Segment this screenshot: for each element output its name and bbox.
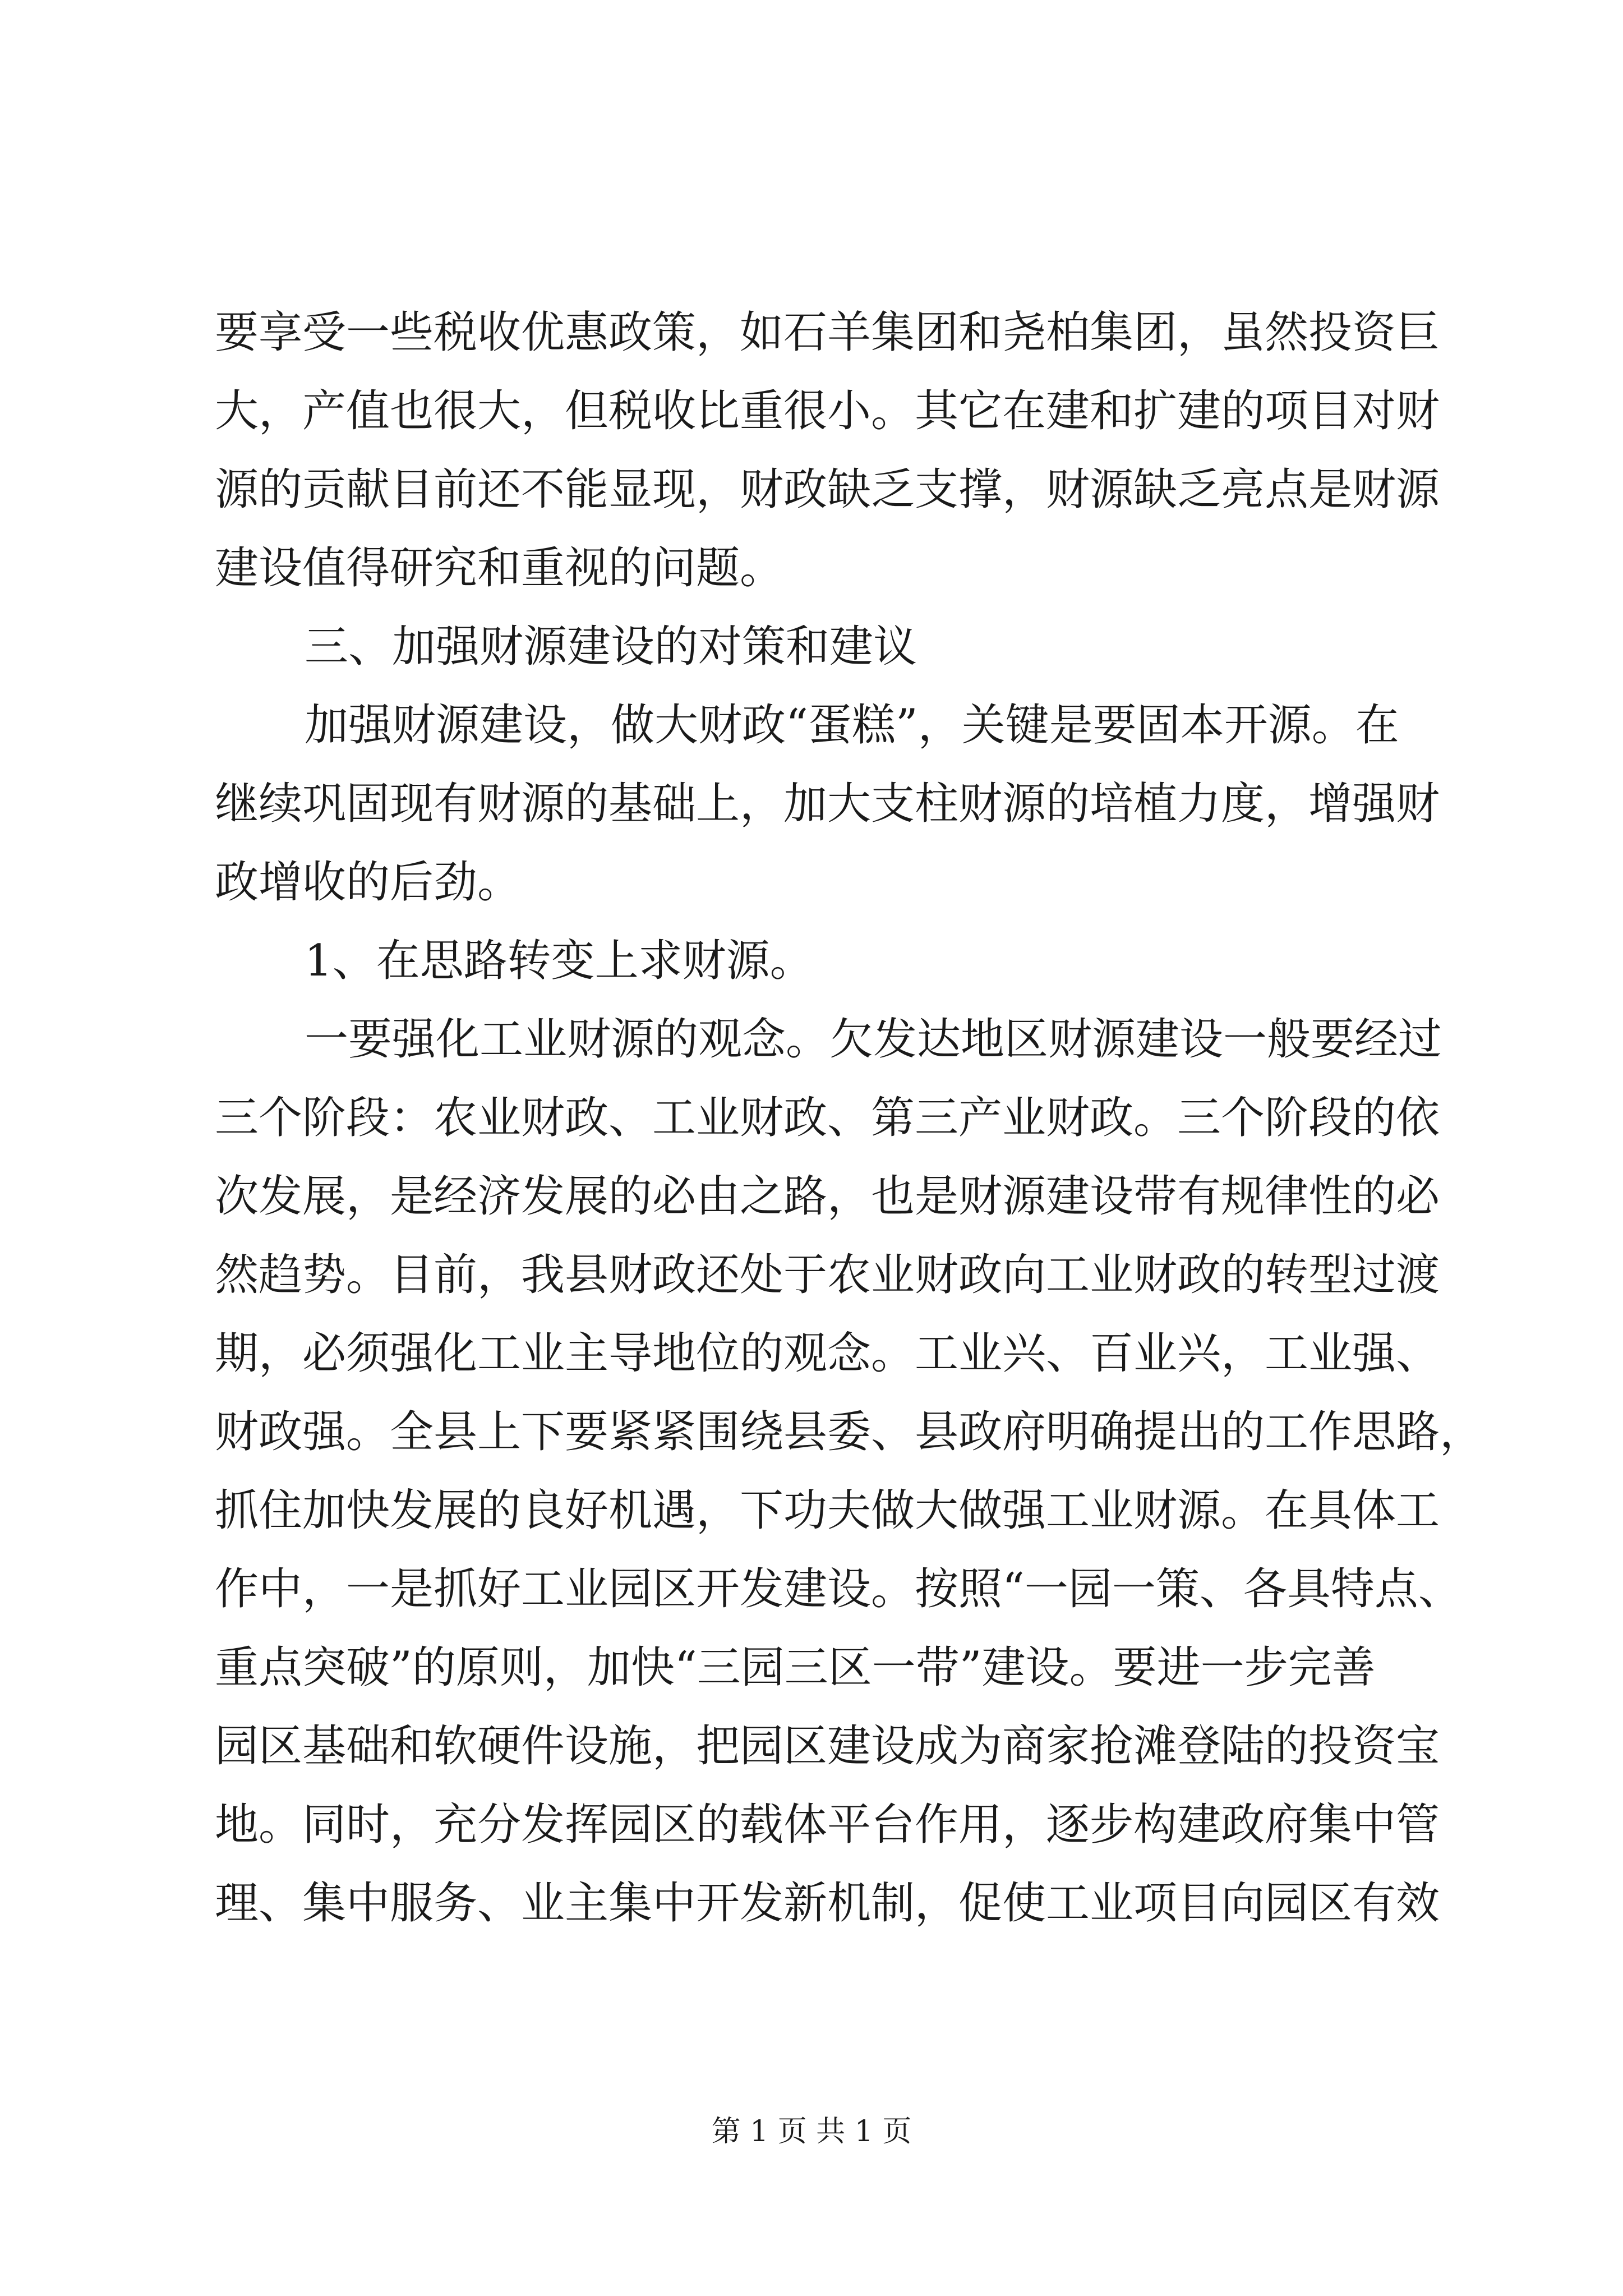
paragraph-line: 次发展，是经济发展的必由之路，也是财源建设带有规律性的必	[215, 1171, 1440, 1222]
paragraph-line: 源的贡献目前还不能显现，财政缺乏支撑，财源缺乏亮点是财源	[215, 464, 1440, 515]
paragraph-line: 建设值得研究和重视的问题。	[215, 543, 784, 593]
paragraph-line: 重点突破”的原则，加快“三园三区一带”建设。要进一步完善	[215, 1642, 1376, 1693]
paragraph-line: 作中，一是抓好工业园区开发建设。按照“一园一策、各具特点、	[215, 1564, 1462, 1614]
paragraph-line: 继续巩固现有财源的基础上，加大支柱财源的培植力度，增强财	[215, 779, 1440, 829]
paragraph-line: 加强财源建设，做大财政“蛋糕”，关键是要固本开源。在	[305, 700, 1399, 751]
subsection-heading: 1、在思路转变上求财源。	[305, 936, 814, 986]
paragraph-line: 抓住加快发展的良好机遇，下功夫做大做强工业财源。在具体工	[215, 1485, 1440, 1536]
paragraph-line: 一要强化工业财源的观念。欠发达地区财源建设一般要经过	[305, 1014, 1442, 1065]
paragraph-line: 期，必须强化工业主导地位的观念。工业兴、百业兴，工业强、	[215, 1328, 1440, 1379]
paragraph-line: 大，产值也很大，但税收比重很小。其它在建和扩建的项目对财	[215, 386, 1440, 436]
page-footer: 第 1 页 共 1 页	[711, 2115, 912, 2148]
paragraph-line: 地。同时，充分发挥园区的载体平台作用，逐步构建政府集中管	[215, 1800, 1440, 1850]
paragraph-line: 园区基础和软硬件设施，把园区建设成为商家抢滩登陆的投资宝	[215, 1721, 1440, 1772]
paragraph-line: 财政强。全县上下要紧紧围绕县委、县政府明确提出的工作思路，	[215, 1407, 1484, 1457]
section-heading: 三、加强财源建设的对策和建议	[305, 622, 917, 672]
paragraph-line: 理、集中服务、业主集中开发新机制，促使工业项目向园区有效	[215, 1878, 1440, 1929]
paragraph-line: 三个阶段：农业财政、工业财政、第三产业财政。三个阶段的依	[215, 1093, 1440, 1143]
paragraph-line: 然趋势。目前，我县财政还处于农业财政向工业财政的转型过渡	[215, 1250, 1440, 1300]
paragraph-line: 要享受一些税收优惠政策，如石羊集团和尧柏集团，虽然投资巨	[215, 307, 1440, 358]
paragraph-line: 政增收的后劲。	[215, 857, 522, 908]
